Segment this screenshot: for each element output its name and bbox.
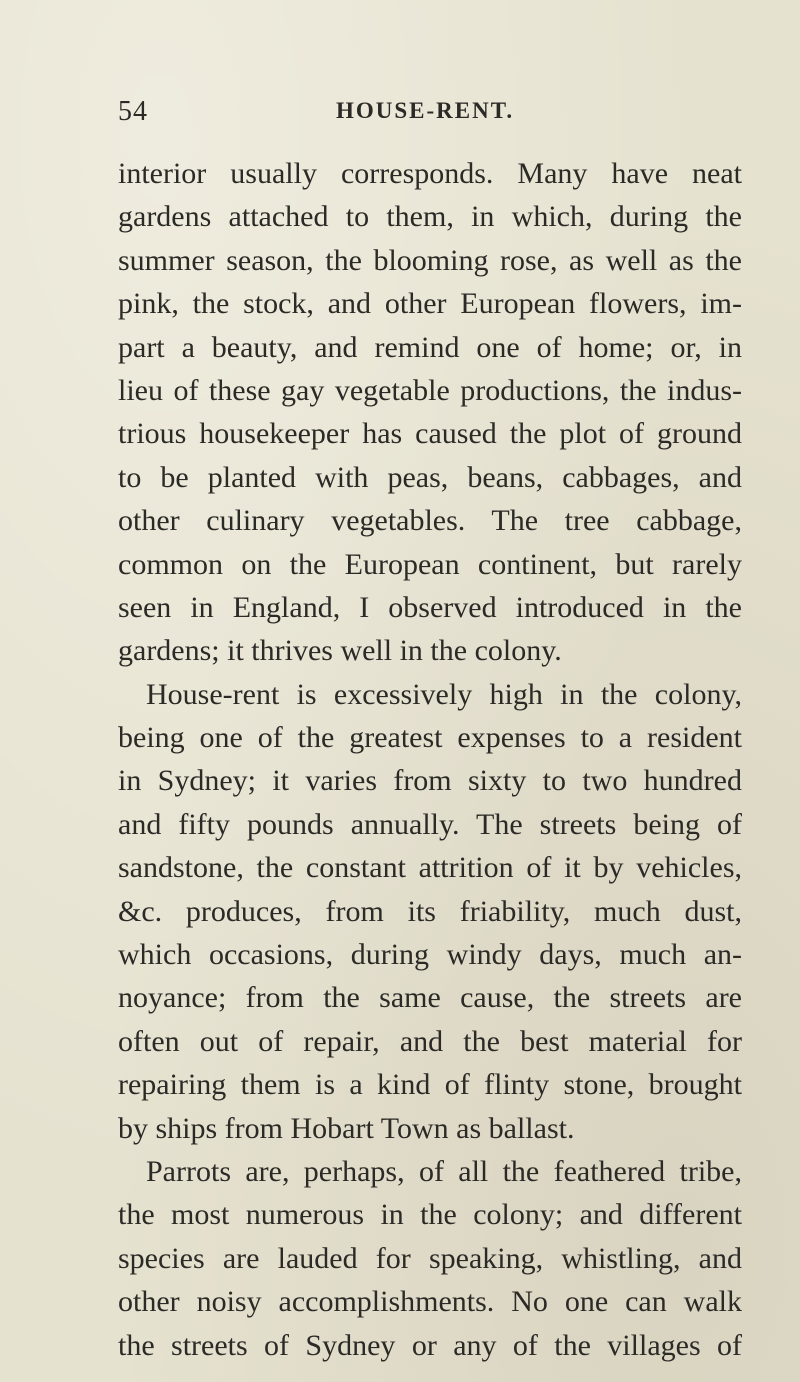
- body-text: [118, 152, 742, 1367]
- text-line: House-rent is excessively high in the colony,: [146, 677, 742, 711]
- text-line: often out of repair, and the best material for: [118, 1024, 742, 1058]
- text-line: by ships from Hobart Town as ballast.: [118, 1111, 575, 1145]
- page-number: 54: [118, 96, 148, 127]
- running-head: [118, 96, 718, 136]
- text-line: sandstone, the constant attrition of it by vehicles,: [118, 851, 742, 885]
- text-line: trious housekeeper has caused the plot of ground: [118, 417, 742, 451]
- text-line: gardens attached to them, in which, during the: [118, 200, 742, 234]
- paragraph: [118, 673, 742, 1150]
- text-line: lieu of these gay vegetable productions, the indus-: [118, 373, 742, 407]
- text-line: noyance; from the same cause, the streets are: [118, 981, 742, 1015]
- text-line: &c. produces, from its friability, much dust,: [118, 894, 742, 928]
- text-line: being one of the greatest expenses to a resident: [118, 721, 742, 755]
- text-line: part a beauty, and remind one of home; or, in: [118, 330, 742, 364]
- text-line: summer season, the blooming rose, as well as the: [118, 243, 742, 277]
- text-line: pink, the stock, and other European flowers, im-: [118, 287, 742, 321]
- text-line: other culinary vegetables. The tree cabbage,: [118, 504, 742, 538]
- text-line: other noisy accomplishments. No one can walk: [118, 1285, 742, 1319]
- paragraph: [118, 152, 742, 673]
- text-line: the most numerous in the colony; and different: [118, 1198, 742, 1232]
- text-line: common on the European continent, but rarely: [118, 547, 742, 581]
- text-line: the streets of Sydney or any of the villages of: [118, 1328, 742, 1362]
- text-line: in Sydney; it varies from sixty to two hundred: [118, 764, 742, 798]
- running-title: HOUSE-RENT.: [336, 98, 515, 123]
- text-line: species are lauded for speaking, whistling, and: [118, 1241, 742, 1275]
- text-line: repairing them is a kind of flinty stone, brought: [118, 1068, 742, 1102]
- text-line: and fifty pounds annually. The streets being of: [118, 807, 742, 841]
- text-line: Parrots are, perhaps, of all the feathered tribe,: [146, 1154, 742, 1188]
- text-line: seen in England, I observed introduced in the: [118, 590, 742, 624]
- text-line: interior usually corresponds. Many have neat: [118, 157, 742, 190]
- text-line: gardens; it thrives well in the colony.: [118, 634, 562, 668]
- text-line: to be planted with peas, beans, cabbages, and: [118, 460, 742, 494]
- paragraph: [118, 1150, 742, 1367]
- text-line: which occasions, during windy days, much an-: [118, 938, 742, 972]
